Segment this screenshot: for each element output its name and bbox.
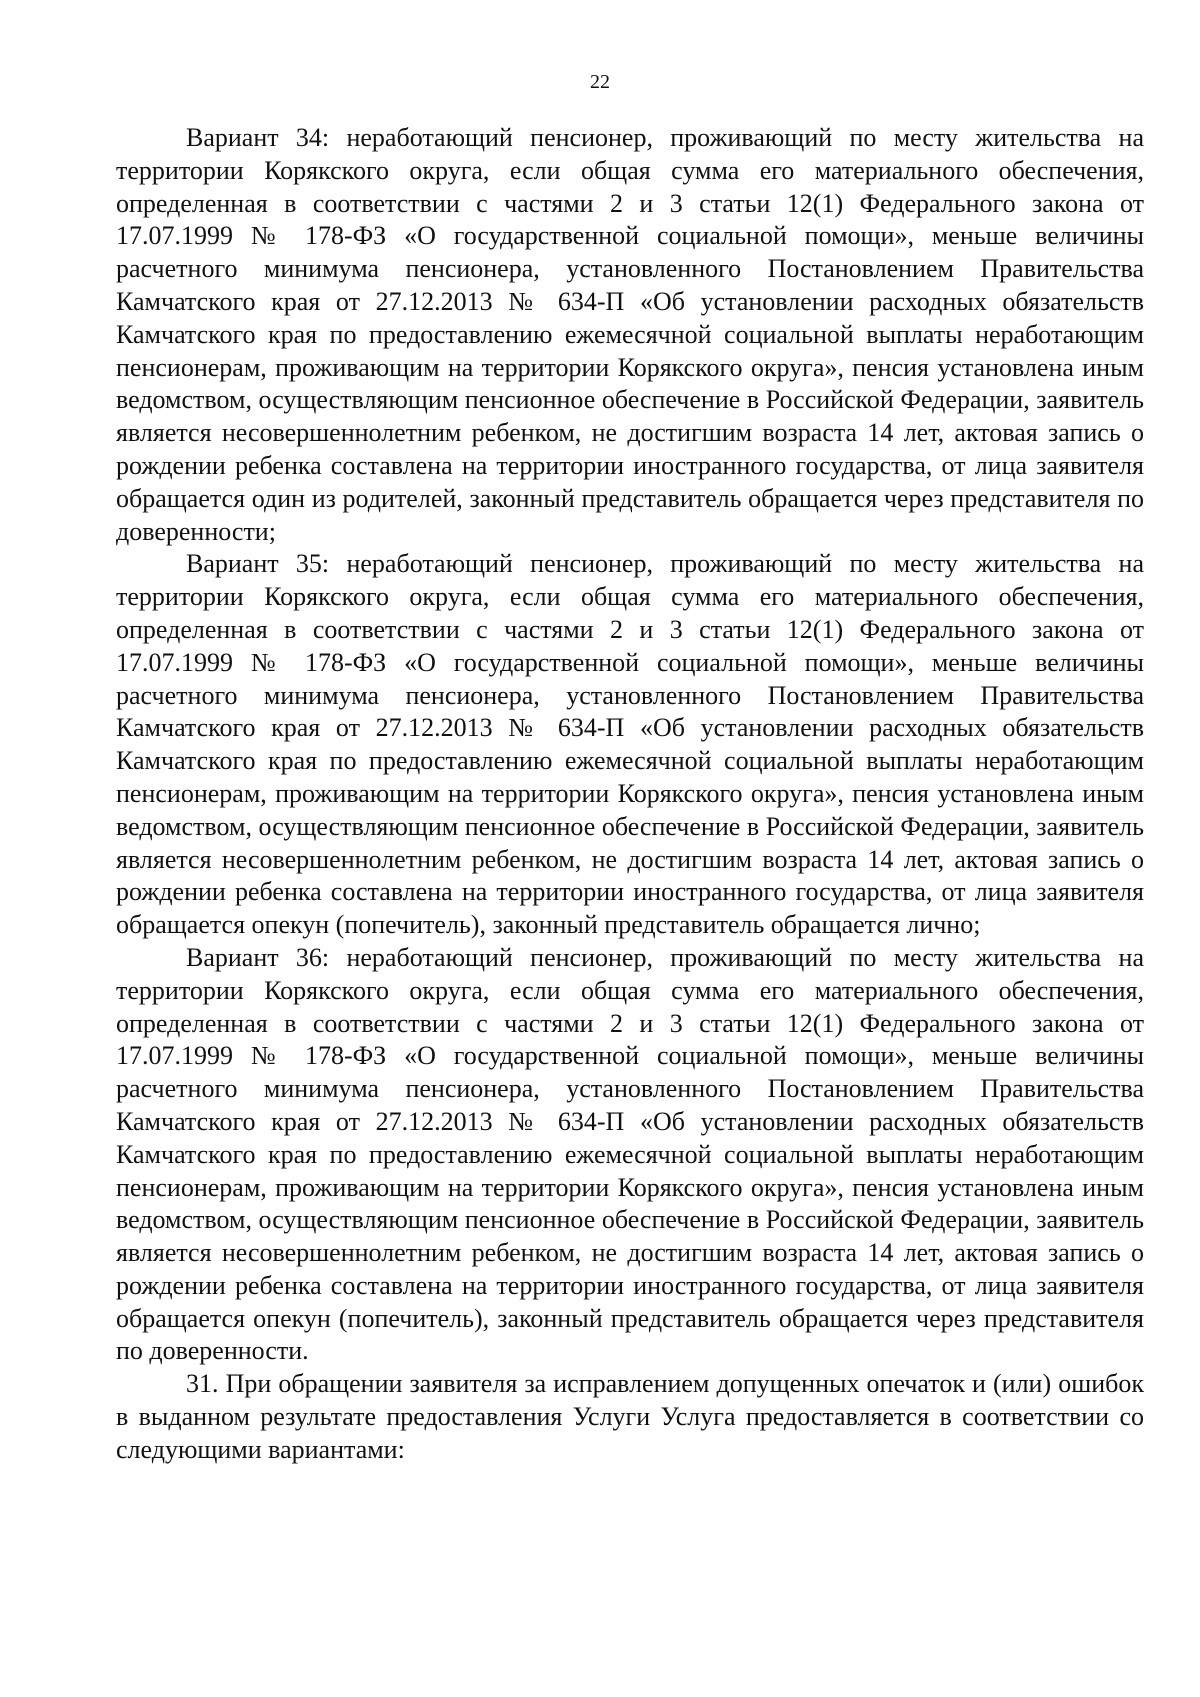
paragraph-item-31: 31. При обращении заявителя за исправлением допущенных опечаток и (или) ошибок в выданном результате предоставления Услуги Услуга предоставляется в соответствии со следующими вариантами: <box>116 1369 1144 1464</box>
paragraph-variant-34: Вариант 34: неработающий пенсионер, проживающий по месту жительства на территории Корякского округа, если общая сумма его материального обеспечения, определенная в соответствии с частями 2 и 3 статьи 12(1) Федерального закона от 17.07.1999 № 178-ФЗ «О государственной социальной помощи», меньше величины расчетного минимума пенсионера, установленного Постановлением Правительства Камчатского края от 27.12.2013 № 634-П «Об установлении расходных обязательств Камчатского края по предоставлению ежемесячной социальной выплаты неработающим пенсионерам, проживающим на территории Корякского округа», пенсия установлена иным ведомством, осуществляющим пенсионное обеспечение в Российской Федерации, заявитель является несовершеннолетним ребенком, не достигшим возраста 14 лет, актовая запись о рождении ребенка составлена на территории иностранного государства, от лица заявителя обращается один из родителей, законный представитель обращается через представителя по доверенности; <box>116 123 1144 546</box>
paragraph-variant-36: Вариант 36: неработающий пенсионер, проживающий по месту жительства на территории Корякского округа, если общая сумма его материального обеспечения, определенная в соответствии с частями 2 и 3 статьи 12(1) Федерального закона от 17.07.1999 № 178-ФЗ «О государственной социальной помощи», меньше величины расчетного минимума пенсионера, установленного Постановлением Правительства Камчатского края от 27.12.2013 № 634-П «Об установлении расходных обязательств Камчатского края по предоставлению ежемесячной социальной выплаты неработающим пенсионерам, проживающим на территории Корякского округа», пенсия установлена иным ведомством, осуществляющим пенсионное обеспечение в Российской Федерации, заявитель является несовершеннолетним ребенком, не достигшим возраста 14 лет, актовая запись о рождении ребенка составлена на территории иностранного государства, от лица заявителя обращается опекун (попечитель), законный представитель обращается через представителя по доверенности. <box>116 942 1144 1366</box>
paragraph-variant-35: Вариант 35: неработающий пенсионер, проживающий по месту жительства на территории Корякского округа, если общая сумма его материального обеспечения, определенная в соответствии с частями 2 и 3 статьи 12(1) Федерального закона от 17.07.1999 № 178-ФЗ «О государственной социальной помощи», меньше величины расчетного минимума пенсионера, установленного Постановлением Правительства Камчатского края от 27.12.2013 № 634-П «Об установлении расходных обязательств Камчатского края по предоставлению ежемесячной социальной выплаты неработающим пенсионерам, проживающим на территории Корякского округа», пенсия установлена иным ведомством, осуществляющим пенсионное обеспечение в Российской Федерации, заявитель является несовершеннолетним ребенком, не достигшим возраста 14 лет, актовая запись о рождении ребенка составлена на территории иностранного государства, от лица заявителя обращается опекун (попечитель), законный представитель обращается лично; <box>116 549 1144 940</box>
page-number: 22 <box>590 71 610 93</box>
document-body <box>116 122 1144 1467</box>
